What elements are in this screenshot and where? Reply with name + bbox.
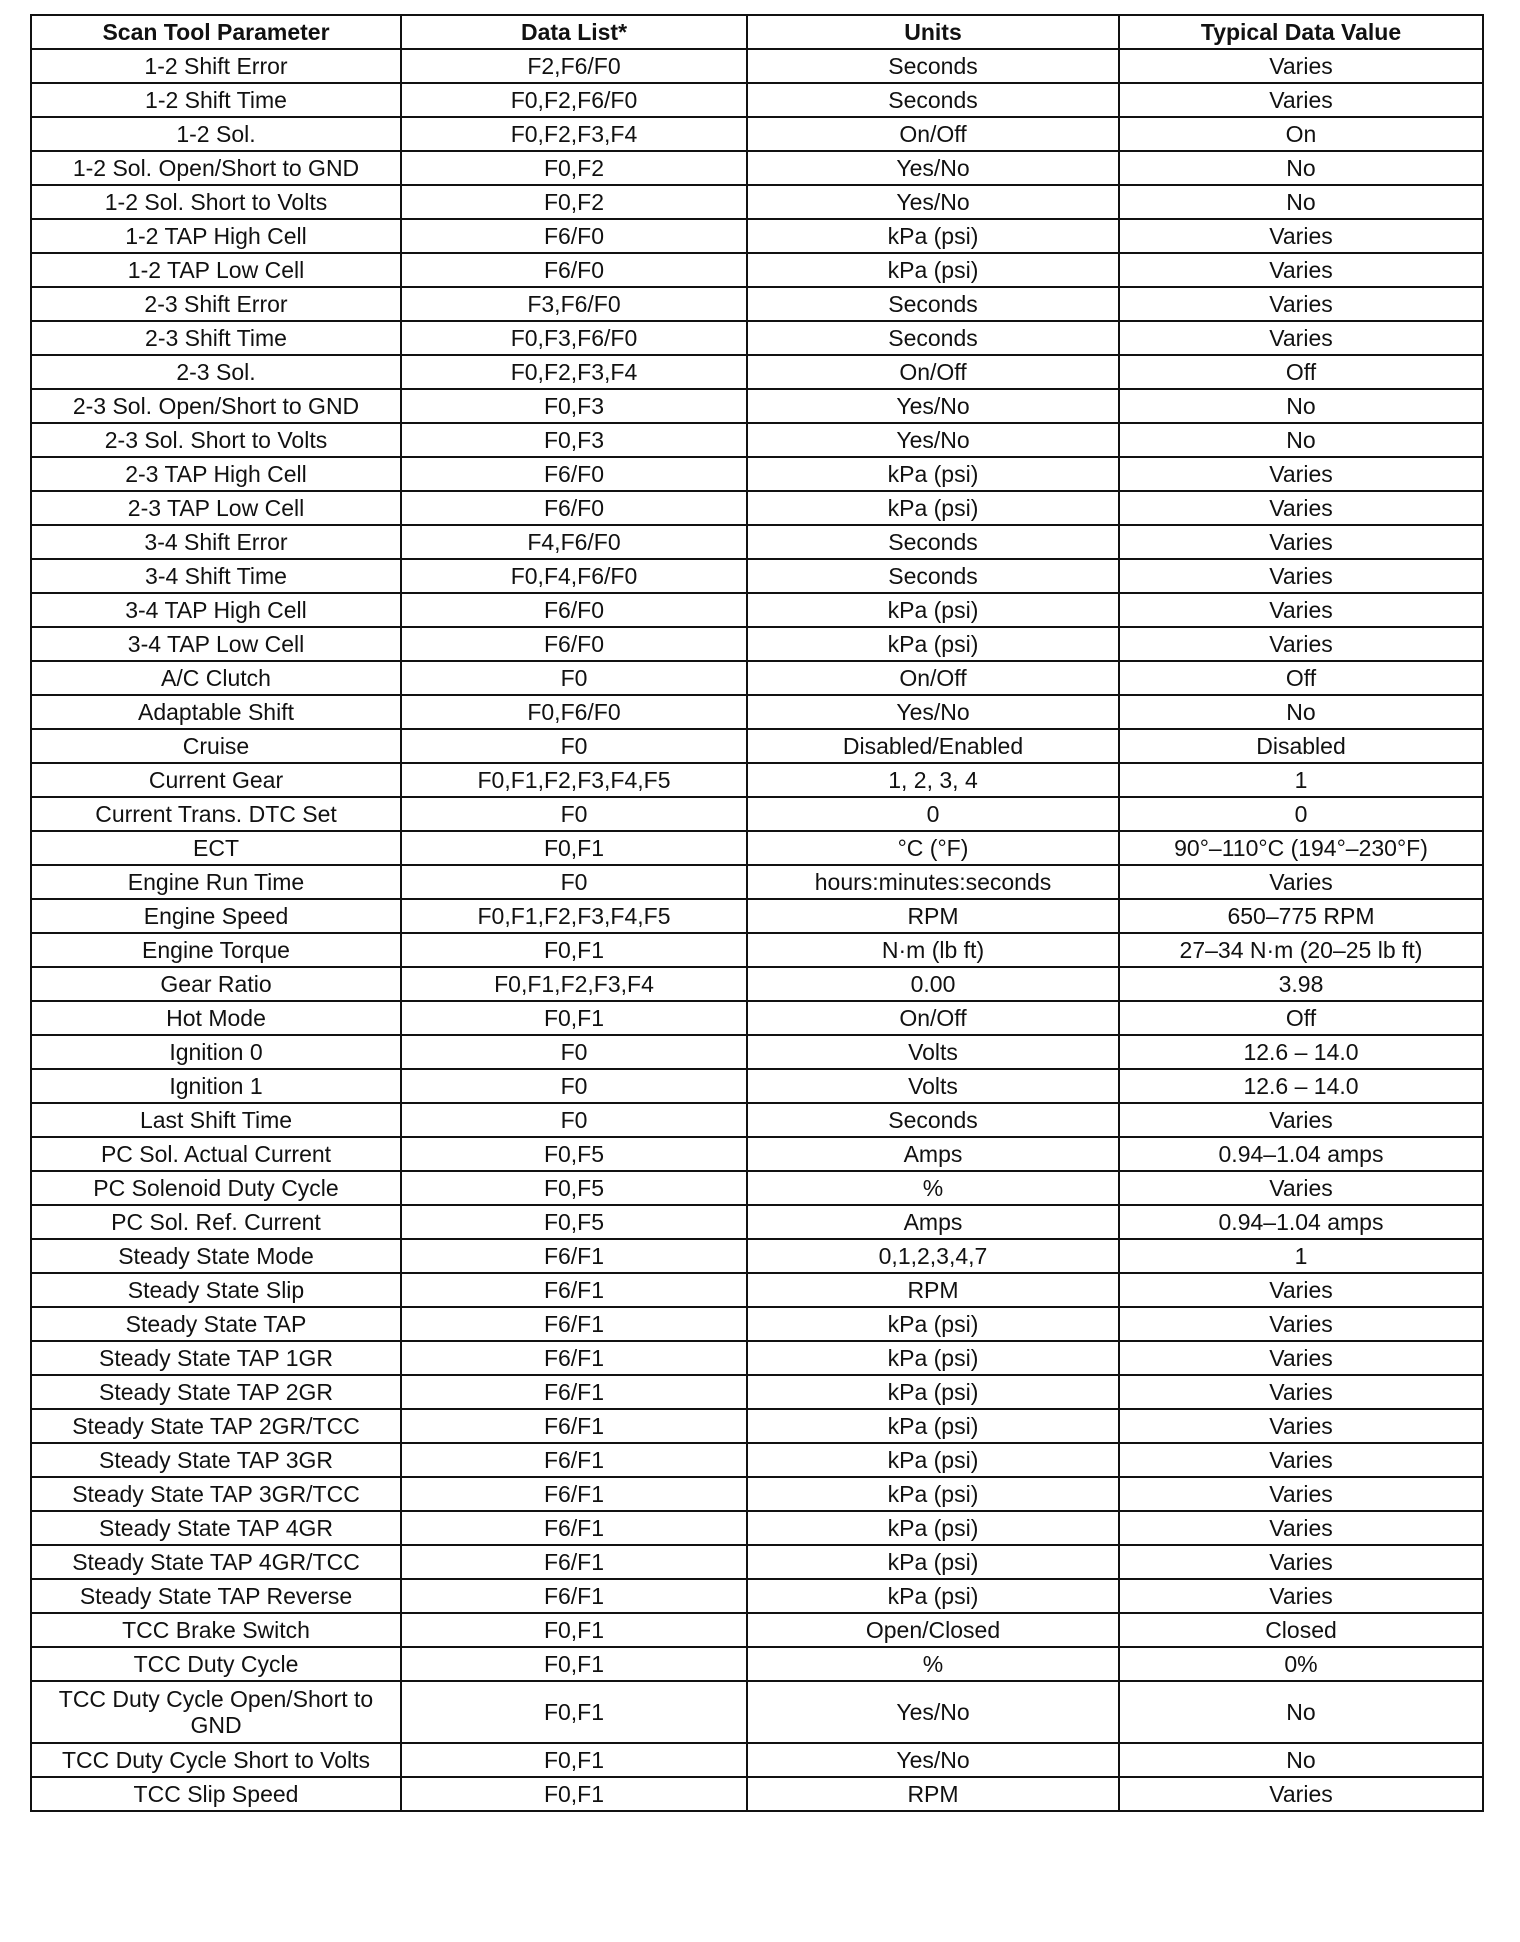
data-list-cell: F0 xyxy=(401,729,747,763)
data-list-cell: F0,F3,F6/F0 xyxy=(401,321,747,355)
data-list-cell: F0,F2 xyxy=(401,151,747,185)
typical-value-cell: Varies xyxy=(1119,559,1483,593)
data-list-cell: F4,F6/F0 xyxy=(401,525,747,559)
header-typical-data-value: Typical Data Value xyxy=(1119,15,1483,49)
parameter-cell: 2-3 Sol. xyxy=(31,355,401,389)
typical-value-cell: 3.98 xyxy=(1119,967,1483,1001)
header-units: Units xyxy=(747,15,1119,49)
table-row xyxy=(31,593,1483,627)
parameter-cell: 3-4 Shift Time xyxy=(31,559,401,593)
units-cell: N·m (lb ft) xyxy=(747,933,1119,967)
units-cell: °C (°F) xyxy=(747,831,1119,865)
parameter-cell: Steady State TAP 3GR xyxy=(31,1443,401,1477)
typical-value-cell: Varies xyxy=(1119,219,1483,253)
units-cell: Volts xyxy=(747,1035,1119,1069)
typical-value-cell: Varies xyxy=(1119,253,1483,287)
table-row xyxy=(31,1511,1483,1545)
parameter-cell: Cruise xyxy=(31,729,401,763)
units-cell: Seconds xyxy=(747,559,1119,593)
typical-value-cell: Varies xyxy=(1119,1307,1483,1341)
table-row xyxy=(31,865,1483,899)
typical-value-cell: Varies xyxy=(1119,1375,1483,1409)
units-cell: Yes/No xyxy=(747,695,1119,729)
data-list-cell: F0,F6/F0 xyxy=(401,695,747,729)
units-cell: kPa (psi) xyxy=(747,457,1119,491)
typical-value-cell: 90°–110°C (194°–230°F) xyxy=(1119,831,1483,865)
table-row xyxy=(31,83,1483,117)
units-cell: 1, 2, 3, 4 xyxy=(747,763,1119,797)
parameter-cell: Steady State TAP 1GR xyxy=(31,1341,401,1375)
parameter-cell: TCC Brake Switch xyxy=(31,1613,401,1647)
units-cell: RPM xyxy=(747,1273,1119,1307)
units-cell: Yes/No xyxy=(747,151,1119,185)
table-row xyxy=(31,151,1483,185)
parameter-cell: 1-2 Sol. Short to Volts xyxy=(31,185,401,219)
data-list-cell: F0,F1,F2,F3,F4,F5 xyxy=(401,899,747,933)
typical-value-cell: Varies xyxy=(1119,1409,1483,1443)
parameter-cell: Steady State TAP 4GR/TCC xyxy=(31,1545,401,1579)
parameter-cell: Steady State TAP 3GR/TCC xyxy=(31,1477,401,1511)
parameter-cell: Current Trans. DTC Set xyxy=(31,797,401,831)
parameter-cell: Ignition 1 xyxy=(31,1069,401,1103)
data-list-cell: F6/F0 xyxy=(401,219,747,253)
units-cell: Yes/No xyxy=(747,1743,1119,1777)
table-row xyxy=(31,967,1483,1001)
units-cell: 0.00 xyxy=(747,967,1119,1001)
parameter-cell: Engine Run Time xyxy=(31,865,401,899)
typical-value-cell: Varies xyxy=(1119,1103,1483,1137)
typical-value-cell: No xyxy=(1119,695,1483,729)
units-cell: RPM xyxy=(747,1777,1119,1811)
parameter-cell: TCC Duty Cycle Open/Short to GND xyxy=(31,1681,401,1743)
parameter-cell: Hot Mode xyxy=(31,1001,401,1035)
parameter-cell: 3-4 TAP Low Cell xyxy=(31,627,401,661)
table-row xyxy=(31,1647,1483,1681)
typical-value-cell: Varies xyxy=(1119,287,1483,321)
typical-value-cell: 27–34 N·m (20–25 lb ft) xyxy=(1119,933,1483,967)
data-list-cell: F0,F1,F2,F3,F4 xyxy=(401,967,747,1001)
parameter-cell: 3-4 TAP High Cell xyxy=(31,593,401,627)
table-row xyxy=(31,185,1483,219)
parameter-cell: TCC Duty Cycle Short to Volts xyxy=(31,1743,401,1777)
typical-value-cell: No xyxy=(1119,1681,1483,1743)
table-row xyxy=(31,729,1483,763)
parameter-cell: Adaptable Shift xyxy=(31,695,401,729)
typical-value-cell: Varies xyxy=(1119,49,1483,83)
data-list-cell: F0,F4,F6/F0 xyxy=(401,559,747,593)
parameter-cell: 1-2 Shift Time xyxy=(31,83,401,117)
table-row xyxy=(31,219,1483,253)
parameter-cell: Steady State TAP 2GR/TCC xyxy=(31,1409,401,1443)
data-list-cell: F6/F1 xyxy=(401,1477,747,1511)
typical-value-cell: Varies xyxy=(1119,1579,1483,1613)
parameter-cell: 1-2 TAP Low Cell xyxy=(31,253,401,287)
units-cell: % xyxy=(747,1647,1119,1681)
parameter-cell: TCC Slip Speed xyxy=(31,1777,401,1811)
table-row xyxy=(31,457,1483,491)
data-list-cell: F0,F2,F6/F0 xyxy=(401,83,747,117)
table-row xyxy=(31,117,1483,151)
data-list-cell: F0,F5 xyxy=(401,1205,747,1239)
data-list-cell: F6/F1 xyxy=(401,1511,747,1545)
data-list-cell: F0 xyxy=(401,1069,747,1103)
table-row xyxy=(31,491,1483,525)
table-row xyxy=(31,321,1483,355)
typical-value-cell: 0.94–1.04 amps xyxy=(1119,1137,1483,1171)
header-data-list: Data List* xyxy=(401,15,747,49)
parameter-cell: 1-2 Sol. Open/Short to GND xyxy=(31,151,401,185)
units-cell: Amps xyxy=(747,1205,1119,1239)
table-row xyxy=(31,1613,1483,1647)
data-list-cell: F6/F0 xyxy=(401,627,747,661)
typical-value-cell: Off xyxy=(1119,661,1483,695)
typical-value-cell: On xyxy=(1119,117,1483,151)
units-cell: kPa (psi) xyxy=(747,491,1119,525)
typical-value-cell: Disabled xyxy=(1119,729,1483,763)
table-row xyxy=(31,797,1483,831)
data-list-cell: F0,F1 xyxy=(401,1647,747,1681)
units-cell: kPa (psi) xyxy=(747,1341,1119,1375)
parameter-cell: 2-3 TAP Low Cell xyxy=(31,491,401,525)
table-row xyxy=(31,1069,1483,1103)
parameter-cell: 1-2 TAP High Cell xyxy=(31,219,401,253)
units-cell: 0,1,2,3,4,7 xyxy=(747,1239,1119,1273)
data-list-cell: F6/F0 xyxy=(401,253,747,287)
parameter-cell: 2-3 Sol. Open/Short to GND xyxy=(31,389,401,423)
table-row xyxy=(31,1137,1483,1171)
units-cell: Seconds xyxy=(747,321,1119,355)
header-row xyxy=(31,15,1483,49)
units-cell: kPa (psi) xyxy=(747,1443,1119,1477)
table-body xyxy=(31,49,1483,1811)
table-row xyxy=(31,1477,1483,1511)
data-list-cell: F6/F0 xyxy=(401,457,747,491)
typical-value-cell: No xyxy=(1119,423,1483,457)
parameter-cell: TCC Duty Cycle xyxy=(31,1647,401,1681)
units-cell: kPa (psi) xyxy=(747,593,1119,627)
units-cell: Volts xyxy=(747,1069,1119,1103)
table-row xyxy=(31,389,1483,423)
units-cell: kPa (psi) xyxy=(747,1375,1119,1409)
typical-value-cell: Varies xyxy=(1119,1545,1483,1579)
data-list-cell: F0,F1 xyxy=(401,1613,747,1647)
header-scan-tool-parameter: Scan Tool Parameter xyxy=(31,15,401,49)
typical-value-cell: No xyxy=(1119,151,1483,185)
parameter-cell: Steady State TAP xyxy=(31,1307,401,1341)
parameter-cell: 1-2 Sol. xyxy=(31,117,401,151)
units-cell: kPa (psi) xyxy=(747,1545,1119,1579)
table-row xyxy=(31,1579,1483,1613)
typical-value-cell: 0 xyxy=(1119,797,1483,831)
units-cell: kPa (psi) xyxy=(747,1307,1119,1341)
typical-value-cell: 0.94–1.04 amps xyxy=(1119,1205,1483,1239)
data-list-cell: F3,F6/F0 xyxy=(401,287,747,321)
table-row xyxy=(31,1273,1483,1307)
typical-value-cell: Varies xyxy=(1119,1171,1483,1205)
table-row xyxy=(31,559,1483,593)
parameter-cell: Steady State TAP 4GR xyxy=(31,1511,401,1545)
units-cell: On/Off xyxy=(747,1001,1119,1035)
data-list-cell: F0,F2,F3,F4 xyxy=(401,117,747,151)
units-cell: Seconds xyxy=(747,83,1119,117)
typical-value-cell: No xyxy=(1119,1743,1483,1777)
table-row xyxy=(31,1777,1483,1811)
table-row xyxy=(31,1103,1483,1137)
data-list-cell: F6/F1 xyxy=(401,1273,747,1307)
data-list-cell: F0,F2 xyxy=(401,185,747,219)
table-row xyxy=(31,1743,1483,1777)
units-cell: Seconds xyxy=(747,1103,1119,1137)
table-row xyxy=(31,661,1483,695)
data-list-cell: F6/F0 xyxy=(401,491,747,525)
table-row xyxy=(31,1409,1483,1443)
units-cell: kPa (psi) xyxy=(747,219,1119,253)
parameter-cell: 2-3 TAP High Cell xyxy=(31,457,401,491)
units-cell: 0 xyxy=(747,797,1119,831)
typical-value-cell: Varies xyxy=(1119,1273,1483,1307)
typical-value-cell: 1 xyxy=(1119,763,1483,797)
table-row xyxy=(31,933,1483,967)
data-list-cell: F6/F0 xyxy=(401,593,747,627)
typical-value-cell: Varies xyxy=(1119,865,1483,899)
data-list-cell: F0,F3 xyxy=(401,389,747,423)
table-row xyxy=(31,1307,1483,1341)
typical-value-cell: Varies xyxy=(1119,1341,1483,1375)
typical-value-cell: 12.6 – 14.0 xyxy=(1119,1069,1483,1103)
units-cell: % xyxy=(747,1171,1119,1205)
parameter-cell: 2-3 Shift Time xyxy=(31,321,401,355)
data-list-cell: F0,F1,F2,F3,F4,F5 xyxy=(401,763,747,797)
data-list-cell: F0,F1 xyxy=(401,1777,747,1811)
data-list-cell: F6/F1 xyxy=(401,1307,747,1341)
table-row xyxy=(31,1035,1483,1069)
typical-value-cell: Varies xyxy=(1119,457,1483,491)
data-list-cell: F0,F1 xyxy=(401,1681,747,1743)
typical-value-cell: Closed xyxy=(1119,1613,1483,1647)
units-cell: On/Off xyxy=(747,661,1119,695)
units-cell: kPa (psi) xyxy=(747,1511,1119,1545)
table-header xyxy=(31,15,1483,49)
table-row xyxy=(31,287,1483,321)
parameter-cell: 1-2 Shift Error xyxy=(31,49,401,83)
data-list-cell: F6/F1 xyxy=(401,1375,747,1409)
parameter-cell: Steady State TAP 2GR xyxy=(31,1375,401,1409)
typical-value-cell: Varies xyxy=(1119,525,1483,559)
parameter-cell: 2-3 Sol. Short to Volts xyxy=(31,423,401,457)
typical-value-cell: 1 xyxy=(1119,1239,1483,1273)
table-row xyxy=(31,627,1483,661)
table-row xyxy=(31,1001,1483,1035)
table-row xyxy=(31,695,1483,729)
typical-value-cell: Varies xyxy=(1119,1777,1483,1811)
units-cell: On/Off xyxy=(747,117,1119,151)
data-list-cell: F0,F1 xyxy=(401,1001,747,1035)
units-cell: Yes/No xyxy=(747,423,1119,457)
parameter-cell: Gear Ratio xyxy=(31,967,401,1001)
units-cell: kPa (psi) xyxy=(747,1477,1119,1511)
typical-value-cell: Varies xyxy=(1119,1477,1483,1511)
parameter-cell: A/C Clutch xyxy=(31,661,401,695)
data-list-cell: F6/F1 xyxy=(401,1545,747,1579)
typical-value-cell: Off xyxy=(1119,355,1483,389)
data-list-cell: F0 xyxy=(401,797,747,831)
typical-value-cell: 650–775 RPM xyxy=(1119,899,1483,933)
parameter-cell: Engine Speed xyxy=(31,899,401,933)
parameter-cell: Engine Torque xyxy=(31,933,401,967)
typical-value-cell: Varies xyxy=(1119,491,1483,525)
table-row xyxy=(31,1545,1483,1579)
typical-value-cell: 12.6 – 14.0 xyxy=(1119,1035,1483,1069)
data-list-cell: F0,F1 xyxy=(401,1743,747,1777)
units-cell: kPa (psi) xyxy=(747,1409,1119,1443)
table-row xyxy=(31,1239,1483,1273)
typical-value-cell: Varies xyxy=(1119,627,1483,661)
table-row xyxy=(31,1171,1483,1205)
table-row xyxy=(31,355,1483,389)
data-list-cell: F0 xyxy=(401,1035,747,1069)
table-row xyxy=(31,763,1483,797)
table-row xyxy=(31,899,1483,933)
typical-value-cell: Off xyxy=(1119,1001,1483,1035)
units-cell: kPa (psi) xyxy=(747,627,1119,661)
parameter-cell: Steady State TAP Reverse xyxy=(31,1579,401,1613)
typical-value-cell: Varies xyxy=(1119,1511,1483,1545)
units-cell: Seconds xyxy=(747,525,1119,559)
table-row xyxy=(31,1205,1483,1239)
data-list-cell: F0,F5 xyxy=(401,1137,747,1171)
data-list-cell: F0 xyxy=(401,1103,747,1137)
parameter-cell: PC Sol. Actual Current xyxy=(31,1137,401,1171)
data-list-cell: F0 xyxy=(401,865,747,899)
parameter-cell: Ignition 0 xyxy=(31,1035,401,1069)
units-cell: Amps xyxy=(747,1137,1119,1171)
units-cell: Open/Closed xyxy=(747,1613,1119,1647)
data-list-cell: F0,F1 xyxy=(401,831,747,865)
table-row xyxy=(31,1681,1483,1743)
typical-value-cell: Varies xyxy=(1119,321,1483,355)
table-row xyxy=(31,49,1483,83)
data-list-cell: F0,F1 xyxy=(401,933,747,967)
parameter-cell: Steady State Mode xyxy=(31,1239,401,1273)
data-list-cell: F6/F1 xyxy=(401,1443,747,1477)
table-row xyxy=(31,831,1483,865)
units-cell: Disabled/Enabled xyxy=(747,729,1119,763)
typical-value-cell: No xyxy=(1119,185,1483,219)
units-cell: RPM xyxy=(747,899,1119,933)
data-list-cell: F6/F1 xyxy=(401,1579,747,1613)
table-row xyxy=(31,525,1483,559)
table-row xyxy=(31,1341,1483,1375)
units-cell: Yes/No xyxy=(747,389,1119,423)
table-row xyxy=(31,1443,1483,1477)
table-row xyxy=(31,253,1483,287)
units-cell: kPa (psi) xyxy=(747,253,1119,287)
data-list-cell: F6/F1 xyxy=(401,1341,747,1375)
parameter-cell: Steady State Slip xyxy=(31,1273,401,1307)
data-list-cell: F6/F1 xyxy=(401,1409,747,1443)
data-list-cell: F2,F6/F0 xyxy=(401,49,747,83)
units-cell: Seconds xyxy=(747,287,1119,321)
typical-value-cell: 0% xyxy=(1119,1647,1483,1681)
scan-tool-parameter-table xyxy=(30,14,1484,1812)
typical-value-cell: No xyxy=(1119,389,1483,423)
parameter-cell: ECT xyxy=(31,831,401,865)
typical-value-cell: Varies xyxy=(1119,83,1483,117)
parameter-cell: PC Sol. Ref. Current xyxy=(31,1205,401,1239)
units-cell: Seconds xyxy=(747,49,1119,83)
typical-value-cell: Varies xyxy=(1119,1443,1483,1477)
parameter-cell: 2-3 Shift Error xyxy=(31,287,401,321)
parameter-cell: PC Solenoid Duty Cycle xyxy=(31,1171,401,1205)
table-row xyxy=(31,1375,1483,1409)
parameter-cell: Current Gear xyxy=(31,763,401,797)
data-list-cell: F0,F2,F3,F4 xyxy=(401,355,747,389)
data-list-cell: F0,F5 xyxy=(401,1171,747,1205)
data-list-cell: F0 xyxy=(401,661,747,695)
typical-value-cell: Varies xyxy=(1119,593,1483,627)
data-list-cell: F0,F3 xyxy=(401,423,747,457)
units-cell: hours:minutes:seconds xyxy=(747,865,1119,899)
table-row xyxy=(31,423,1483,457)
units-cell: Yes/No xyxy=(747,1681,1119,1743)
units-cell: kPa (psi) xyxy=(747,1579,1119,1613)
parameter-cell: 3-4 Shift Error xyxy=(31,525,401,559)
units-cell: Yes/No xyxy=(747,185,1119,219)
units-cell: On/Off xyxy=(747,355,1119,389)
parameter-cell: Last Shift Time xyxy=(31,1103,401,1137)
data-list-cell: F6/F1 xyxy=(401,1239,747,1273)
